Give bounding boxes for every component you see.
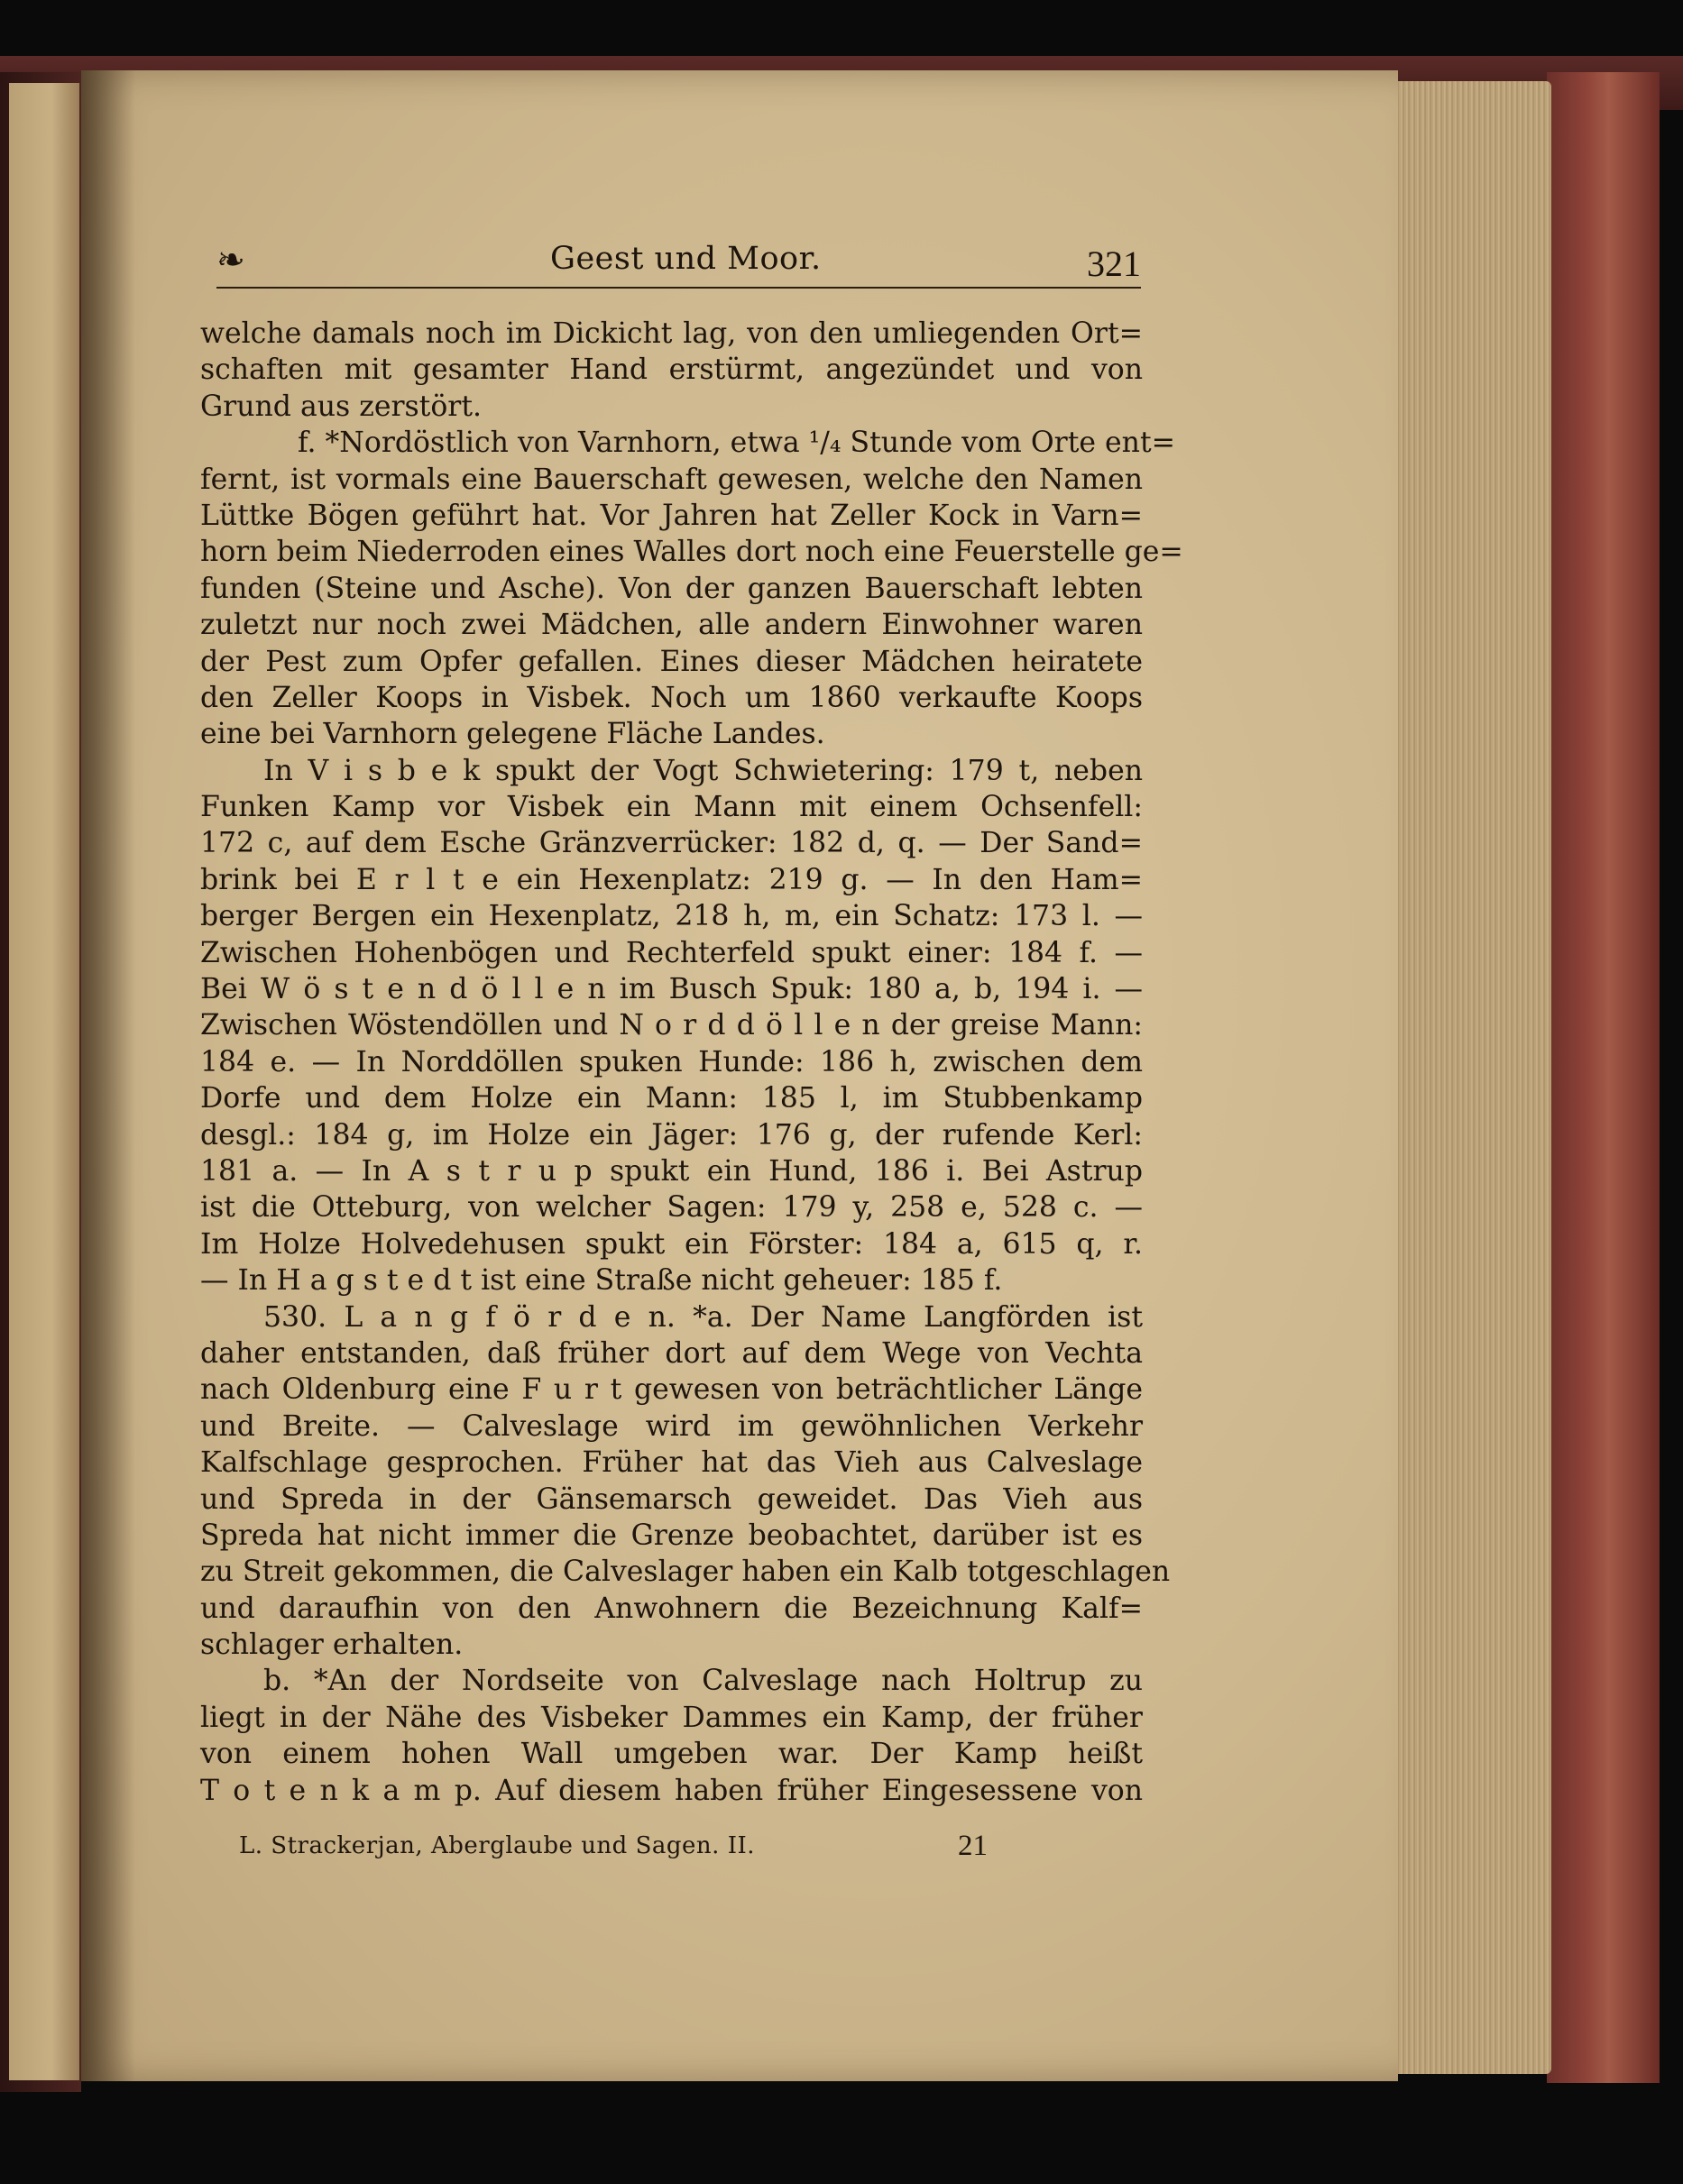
text-line: daher entstanden, daß früher dort auf dem Wege von Vechta	[200, 1336, 1143, 1370]
signature-mark: 21	[958, 1830, 988, 1862]
text-line: und Spreda in der Gänsemarsch geweidet. Das Vieh aus	[200, 1482, 1143, 1516]
text-line: ist die Otteburg, von welcher Sagen: 179 y, 258 e, 528 c. —	[200, 1191, 1143, 1225]
text-line: 530. L a n g f ö r d e n. *a. Der Name Langförden ist	[263, 1300, 1143, 1334]
text-line: desgl.: 184 g, im Holze ein Jäger: 176 g, der rufende Kerl:	[200, 1118, 1143, 1152]
page-header	[216, 236, 1141, 290]
text-line: zu Streit gekommen, die Calveslager haben ein Kalb totgeschlagen	[200, 1555, 1171, 1589]
text-line: Spreda hat nicht immer die Grenze beobachtet, darüber ist es	[200, 1519, 1143, 1552]
text-line: schlager erhalten.	[200, 1629, 464, 1662]
text-line: und daraufhin von den Anwohnern die Bezeichnung Kalf=	[200, 1592, 1143, 1625]
text-line: Zwischen Hohenbögen und Rechterfeld spukt einer: 184 f. —	[200, 936, 1143, 969]
text-line: und Breite. — Calveslage wird im gewöhnlichen Verkehr	[200, 1409, 1143, 1443]
text-line: der Pest zum Opfer gefallen. Eines dieser Mädchen heiratete	[200, 645, 1143, 678]
text-line: Funken Kamp vor Visbek ein Mann mit einem Ochsenfell:	[200, 791, 1143, 824]
text-line: — In H a g s t e d t ist eine Straße nicht geheuer: 185 f.	[200, 1264, 1003, 1298]
text-line: b. *An der Nordseite von Calveslage nach Holtrup zu	[263, 1665, 1143, 1698]
text-line: 172 c, auf dem Esche Gränzverrücker: 182 d, q. — Der Sand=	[200, 827, 1143, 860]
header-rule	[216, 287, 1141, 289]
text-line: fernt, ist vormals eine Bauerschaft gewesen, welche den Namen	[200, 463, 1143, 496]
text-line: Im Holze Holvedehusen spukt ein Förster: 184 a, 615 q, r.	[200, 1227, 1143, 1261]
footer-source: L. Strackerjan, Aberglaube und Sagen. II.	[239, 1832, 756, 1859]
page-number: 321	[1087, 243, 1141, 284]
text-line: schaften mit gesamter Hand erstürmt, angezündet und von	[200, 353, 1143, 387]
book-cover-right	[1547, 72, 1660, 2083]
text-line: Dorfe und dem Holze ein Mann: 185 l, im Stubbenkamp	[200, 1082, 1143, 1115]
text-line: Grund aus zerstört.	[200, 390, 483, 423]
text-line: Lüttke Bögen geführt hat. Vor Jahren hat Zeller Kock in Varn=	[200, 499, 1143, 532]
text-line: T o t e n k a m p. Auf diesem haben früher Eingesessene von	[200, 1774, 1143, 1807]
text-line: liegt in der Nähe des Visbeker Dammes ein Kamp, der früher	[200, 1701, 1143, 1734]
text-line: In V i s b e k spukt der Vogt Schwietering: 179 t, neben	[263, 754, 1143, 787]
text-line: Zwischen Wöstendöllen und N o r d d ö l l e n der greise Mann:	[200, 1009, 1143, 1042]
header-ornament: ❧	[216, 240, 245, 280]
text-line: von einem hohen Wall umgeben war. Der Kamp heißt	[200, 1738, 1143, 1771]
text-line: 181 a. — In A s t r u p spukt ein Hund, 186 i. Bei Astrup	[200, 1154, 1143, 1188]
text-line: Kalfschlage gesprochen. Früher hat das Vieh aus Calveslage	[200, 1446, 1143, 1480]
text-line: horn beim Niederroden eines Walles dort noch eine Feuerstelle ge=	[200, 536, 1183, 569]
left-page-edge	[9, 83, 79, 2080]
text-line: eine bei Varnhorn gelegene Fläche Landes.	[200, 718, 825, 751]
running-title: Geest und Moor.	[550, 241, 822, 277]
text-line: zuletzt nur noch zwei Mädchen, alle andern Einwohner waren	[200, 609, 1143, 642]
text-line: funden (Steine und Asche). Von der ganzen Bauerschaft lebten	[200, 572, 1143, 605]
text-line: berger Bergen ein Hexenplatz, 218 h, m, ein Schatz: 173 l. —	[200, 900, 1143, 933]
gutter-shadow	[81, 70, 135, 2081]
text-line: Bei W ö s t e n d ö l l e n im Busch Spuk: 180 a, b, 194 i. —	[200, 973, 1143, 1006]
text-line: den Zeller Koops in Visbek. Noch um 1860 verkaufte Koops	[200, 681, 1143, 714]
text-line: 184 e. — In Norddöllen spuken Hunde: 186 h, zwischen dem	[200, 1045, 1143, 1078]
page-block-edges	[1389, 81, 1551, 2074]
text-line: welche damals noch im Dickicht lag, von den umliegenden Ort=	[200, 317, 1143, 350]
page-footer	[239, 1826, 1141, 1871]
body-text	[200, 316, 1183, 1809]
text-line: brink bei E r l t e ein Hexenplatz: 219 g. — In den Ham=	[200, 863, 1143, 896]
text-line: nach Oldenburg eine F u r t gewesen von beträchtlicher Länge	[200, 1373, 1143, 1407]
text-line: f. *Nordöstlich von Varnhorn, etwa ¹/₄ Stunde vom Orte ent=	[298, 427, 1175, 460]
